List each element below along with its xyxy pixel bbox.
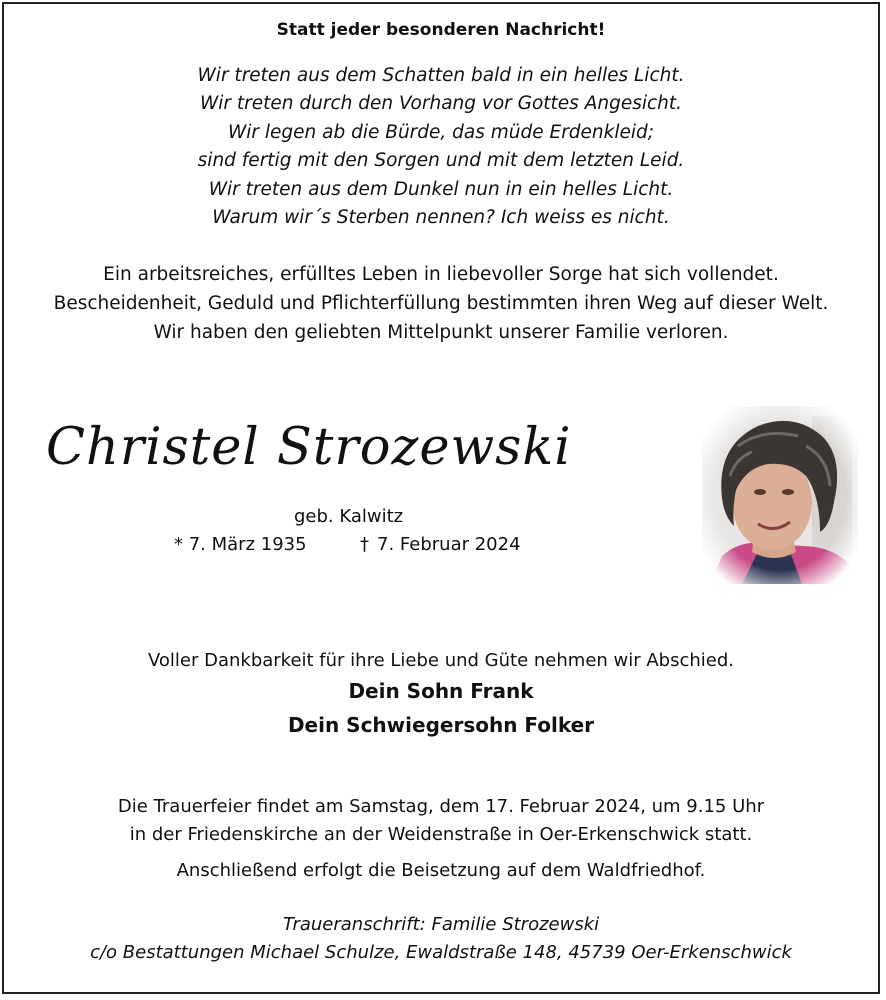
mourning-address [4,911,878,967]
intro-text [4,260,878,347]
poem-line: Wir treten aus dem Dunkel nun in ein helles Licht. [208,178,674,200]
service-info [4,793,878,849]
service-line: Die Trauerfeier findet am Samstag, dem 17. Februar 2024, um 9.15 Uhr [117,796,765,817]
intro-line: Wir haben den geliebten Mittelpunkt unserer Familie verloren. [153,322,729,343]
poem-line: Warum wir´s Sterben nennen? Ich weiss es nicht. [212,207,670,229]
portrait-image [702,406,858,584]
thanks-text: Voller Dankbarkeit für ihre Liebe und Güte nehmen wir Abschied. [147,650,735,671]
address-line: c/o Bestattungen Michael Schulze, Ewaldstraße 148, 45739 Oer-Erkenschwick [90,942,792,963]
poem [4,62,878,232]
poem-line: sind fertig mit den Sorgen und mit dem letzten Leid. [197,150,685,172]
maiden-name: geb. Kalwitz [294,506,404,527]
obituary-notice [2,2,880,994]
notice-heading: Statt jeder besonderen Nachricht! [276,20,606,40]
portrait-photo [702,406,858,584]
birth-date: * 7. März 1935 [174,534,307,555]
death-date-group [360,534,521,555]
service-line: in der Friedenskirche an der Weidenstraße in Oer-Erkenschwick statt. [129,824,753,845]
cross-icon: † [360,534,369,555]
deceased-name: Christel Strozewski [46,418,572,477]
death-date: 7. Februar 2024 [377,534,521,555]
poem-line: Wir legen ab die Bürde, das müde Erdenkleid; [227,121,655,143]
signer-son: Dein Sohn Frank [348,679,534,703]
address-line: Traueranschrift: Familie Strozewski [282,914,600,935]
poem-line: Wir treten aus dem Schatten bald in ein helles Licht. [197,65,685,86]
intro-line: Bescheidenheit, Geduld und Pflichterfüllung bestimmten ihren Weg auf dieser Welt. [53,293,829,314]
poem-line: Wir treten durch den Vorhang vor Gottes Angesicht. [199,93,683,115]
burial-info: Anschließend erfolgt die Beisetzung auf dem Waldfriedhof. [176,860,706,881]
intro-line: Ein arbeitsreiches, erfülltes Leben in liebevoller Sorge hat sich vollendet. [103,264,779,285]
signer-son-in-law: Dein Schwiegersohn Folker [287,713,595,737]
